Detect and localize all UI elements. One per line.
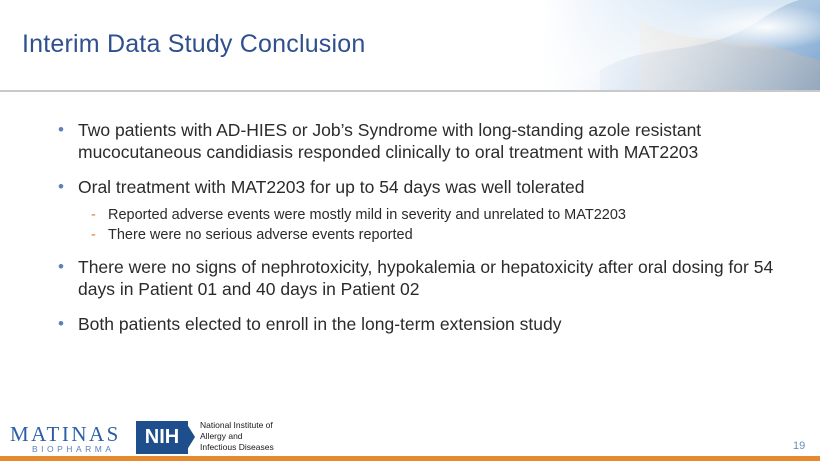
bullet-item (58, 119, 798, 163)
nih-line: Allergy and (200, 431, 243, 441)
bullet-text: Oral treatment with MAT2203 for up to 54 days was well tolerated (78, 177, 585, 197)
sub-bullet-text: Reported adverse events were mostly mild in severity and unrelated to MAT2203 (108, 207, 626, 223)
sub-bullet-marker: - (91, 207, 96, 223)
matinas-logo (10, 422, 121, 454)
nih-logo-badge: NIH (136, 421, 188, 454)
bullet-marker: • (58, 120, 64, 139)
sub-bullet-marker: - (91, 227, 96, 243)
nih-line: National Institute of (200, 420, 273, 430)
page-number: 19 (793, 440, 806, 452)
bullet-text: There were no signs of nephrotoxicity, hypokalemia or hepatoxicity after oral dosing for 54 days in Patient 01 and 40 days in Patient 02 (78, 257, 774, 299)
bullet-marker: • (58, 314, 64, 333)
bullet-item (58, 256, 798, 300)
slide-header (0, 0, 820, 90)
bullet-list (58, 119, 798, 348)
bullet-text: Two patients with AD-HIES or Job’s Syndrome with long-standing azole resistant mucocutaneous candidiasis responded clinically to oral treatment with MAT2203 (78, 120, 702, 162)
matinas-wordmark: MATINAS (10, 422, 121, 446)
bullet-marker: • (58, 177, 64, 196)
nih-line: Infectious Diseases (200, 442, 274, 452)
matinas-subtitle: BIOPHARMA (32, 444, 115, 454)
nih-logo-chevron (185, 421, 195, 453)
sub-bullet-item (58, 226, 798, 244)
footer-accent-line (0, 456, 820, 461)
header-divider (0, 90, 820, 92)
bullet-marker: • (58, 257, 64, 276)
slide-title: Interim Data Study Conclusion (22, 30, 366, 58)
sub-bullet-item (58, 206, 798, 224)
nih-institute-name (200, 420, 274, 453)
bullet-item (58, 176, 798, 198)
sub-bullet-text: There were no serious adverse events reported (108, 227, 413, 243)
bullet-text: Both patients elected to enroll in the long-term extension study (78, 314, 562, 334)
bullet-item (58, 313, 798, 335)
